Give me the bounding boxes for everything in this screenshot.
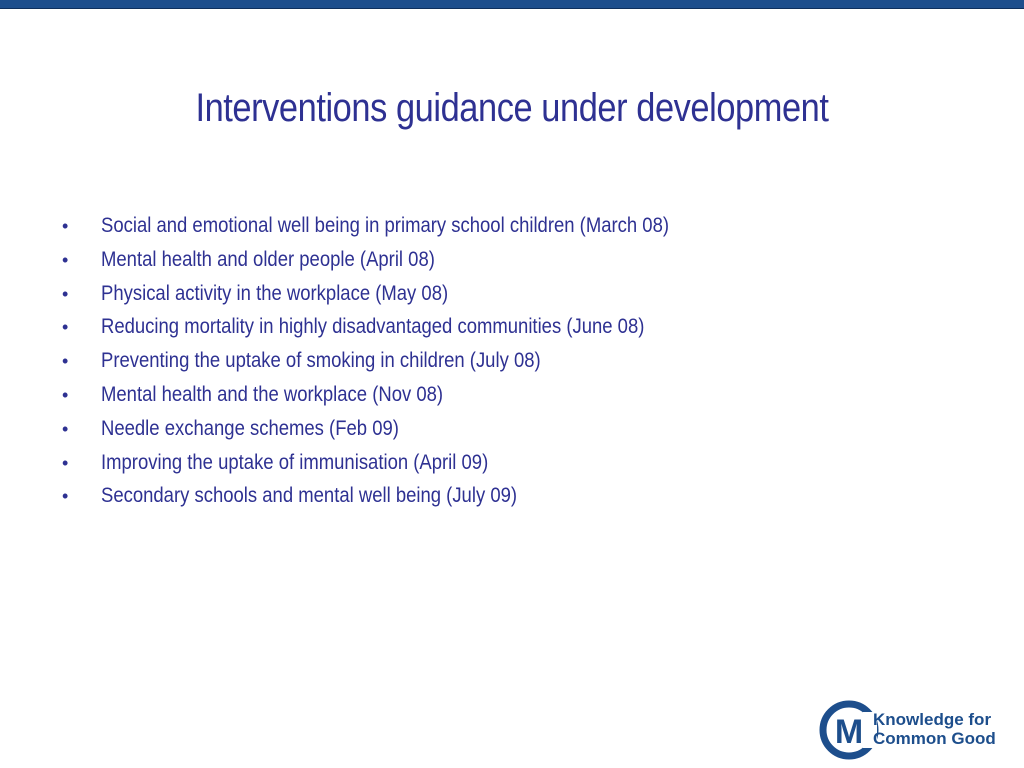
bullet-icon: • bbox=[62, 317, 69, 338]
knowledge-for-common-good-logo bbox=[818, 698, 1018, 762]
list-item-text: Needle exchange schemes (Feb 09) bbox=[101, 416, 399, 440]
bullet-icon: • bbox=[62, 384, 69, 405]
logo-wordmark bbox=[873, 710, 996, 748]
logo-mark-icon bbox=[818, 698, 880, 760]
list-item-text: Preventing the uptake of smoking in children (July 08) bbox=[101, 349, 541, 373]
bullet-icon: • bbox=[62, 249, 69, 270]
bullet-icon: • bbox=[62, 351, 69, 372]
logo-line-1: Knowledge for bbox=[873, 710, 992, 729]
bullet-icon: • bbox=[62, 418, 69, 439]
logo-line-2: Common Good bbox=[873, 729, 996, 748]
list-item-text: Physical activity in the workplace (May 08) bbox=[101, 281, 449, 305]
list-item-text: Mental health and older people (April 08) bbox=[101, 247, 435, 271]
list-item-text: Mental health and the workplace (Nov 08) bbox=[101, 382, 444, 406]
logo-mark-letter: M bbox=[834, 713, 864, 751]
list-item-text: Social and emotional well being in primary school children (March 08) bbox=[101, 214, 670, 237]
bullet-icon: • bbox=[62, 486, 69, 507]
top-accent-bar bbox=[0, 0, 1024, 9]
list-item-text: Improving the uptake of immunisation (April 09) bbox=[101, 450, 489, 474]
bullet-icon: • bbox=[62, 216, 69, 236]
bullet-icon: • bbox=[62, 283, 69, 304]
slide-title: Interventions guidance under development bbox=[195, 86, 829, 130]
list-item-text: Secondary schools and mental well being (July 09) bbox=[101, 484, 518, 508]
list-item-text: Reducing mortality in highly disadvantaged communities (June 08) bbox=[101, 315, 645, 339]
bullet-icon: • bbox=[62, 452, 69, 473]
